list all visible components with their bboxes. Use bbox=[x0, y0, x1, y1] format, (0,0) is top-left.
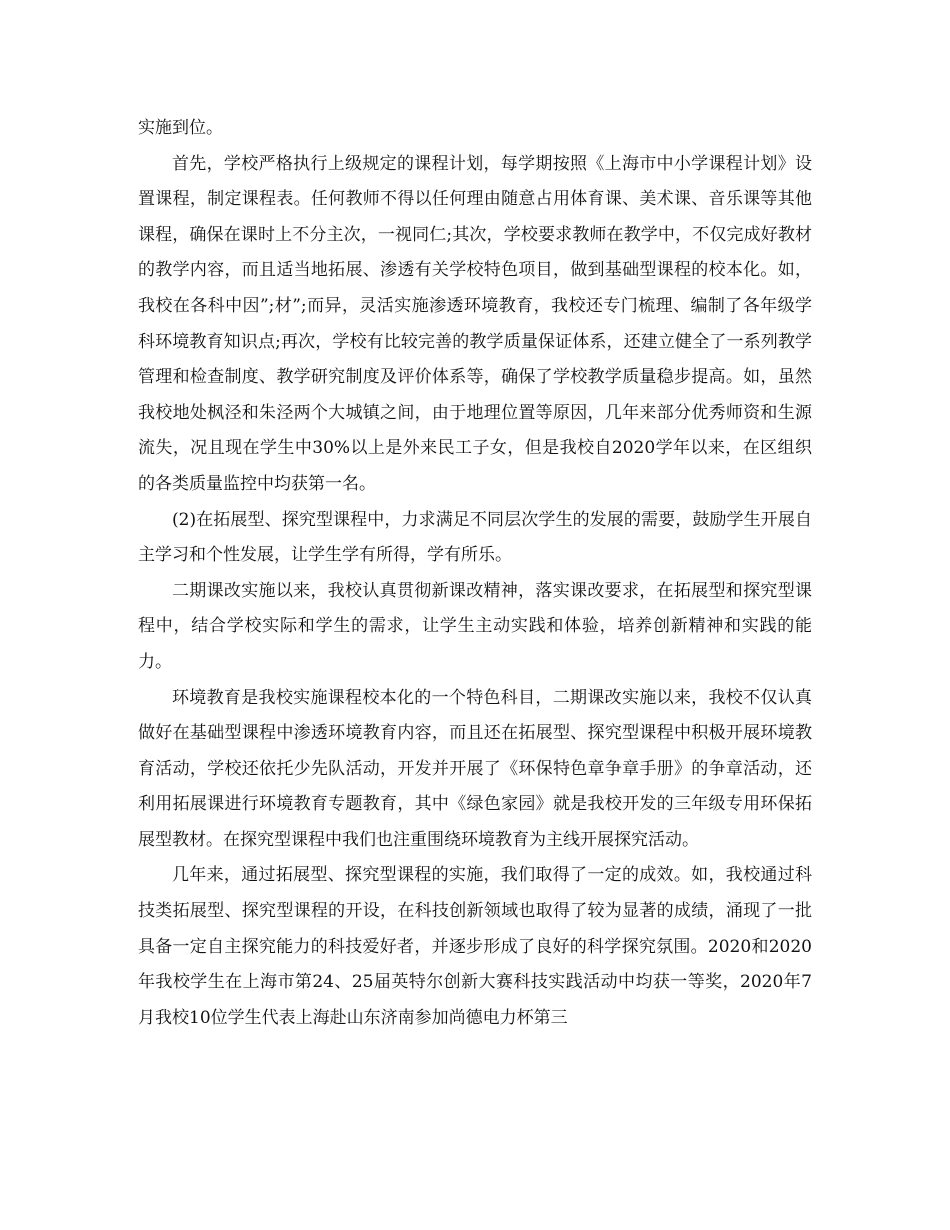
paragraph-4: 二期课改实施以来，我校认真贯彻新课改精神，落实课改要求，在拓展型和探究型课程中，结合学校实际和学生的需求，让学生主动实践和体验，培养创新精神和实践的能力。 bbox=[138, 580, 812, 672]
paragraph-5: 环境教育是我校实施课程校本化的一个特色科目，二期课改实施以来，我校不仅认真做好在基础型课程中渗透环境教育内容，而且还在拓展型、探究型课程中积极开展环境教育活动，学校还依托少先队活动，开发并开展了《环保特色章争章手册》的争章活动，还利用拓展课进行环境教育专题教育，其中《绿色家园》就是我校开发的三年级专用环保拓展型教材。在探究型课程中我们也注重围绕环境教育为主线开展探究活动。 bbox=[138, 687, 812, 850]
paragraph-2: 首先，学校严格执行上级规定的课程计划，每学期按照《上海市中小学课程计划》设置课程，制定课程表。任何教师不得以任何理由随意占用体育课、美术课、音乐课等其他课程，确保在课时上不分主次，一视同仁;其次，学校要求教师在教学中，不仅完成好教材的教学内容，而且适当地拓展、渗透有关学校特色项目，做到基础型课程的校本化。如，我校在各科中因”;材”;而异，灵活实施渗透环境教育，我校还专门梳理、编制了各年级学科环境教育知识点;再次，学校有比较完善的教学质量保证体系，还建立健全了一系列教学管理和检查制度、教学研究制度及评价体系等，确保了学校教学质量稳步提高。如，虽然我校地处枫泾和朱泾两个大城镇之间，由于地理位置等原因，几年来部分优秀师资和生源流失，况且现在学生中30%以上是外来民工子女，但是我校自2020学年以来，在区组织的各类质量监控中均获第一名。 bbox=[138, 153, 812, 494]
document-page bbox=[138, 111, 812, 1036]
paragraph-3: (2)在拓展型、探究型课程中，力求满足不同层次学生的发展的需要，鼓励学生开展自主学习和个性发展，让学生学有所得，学有所乐。 bbox=[138, 509, 812, 566]
paragraph-1: 实施到位。 bbox=[138, 118, 223, 138]
paragraph-6: 几年来，通过拓展型、探究型课程的实施，我们取得了一定的成效。如，我校通过科技类拓展型、探究型课程的开设，在科技创新领域也取得了较为显著的成绩，涌现了一批具备一定自主探究能力的科技爱好者，并逐步形成了良好的科学探究氛围。2020和2020年我校学生在上海市第24、25届英特尔创新大赛科技实践活动中均获一等奖，2020年7月我校10位学生代表上海赴山东济南参加尚德电力杯第三 bbox=[138, 865, 812, 1028]
